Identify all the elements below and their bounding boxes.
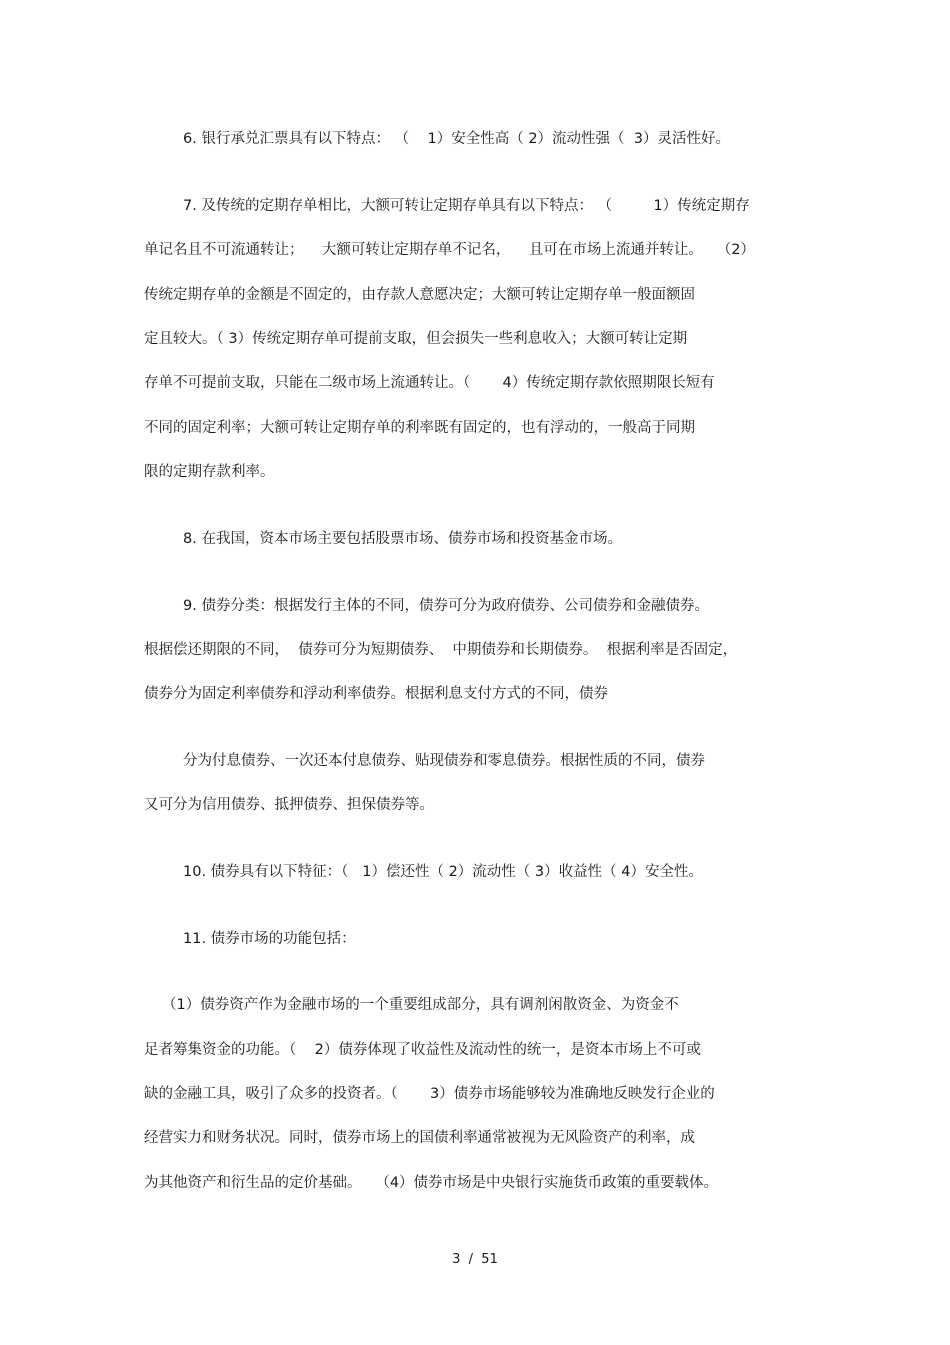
text-line: 足者筹集资金的功能。（ 2）债券体现了收益性及流动性的统一，是资本市场上不可或 <box>144 1042 701 1058</box>
text-line: 传统定期存单的金额是不固定的，由存款人意愿决定；大额可转让定期存单一般面额固 <box>144 287 695 303</box>
text-line: 债券分为固定利率债券和浮动利率债券。根据利息支付方式的不同，债券 <box>144 686 608 702</box>
text-line: 分为付息债券、一次还本付息债券、贴现债券和零息债券。根据性质的不同，债券 <box>183 753 705 769</box>
text-line: 为其他资产和衍生品的定价基础。 （4）债券市场是中央银行实施货币政策的重要载体。 <box>144 1175 719 1191</box>
text-line: 9. 债券分类：根据发行主体的不同，债券可分为政府债券、公司债券和金融债券。 <box>183 598 709 614</box>
text-line: 限的定期存款利率。 <box>144 464 275 480</box>
text-line: 经营实力和财务状况。同时，债券市场上的国债利率通常被视为无风险资产的利率，成 <box>144 1130 695 1146</box>
text-line: 定且较大。（ 3）传统定期存单可提前支取，但会损失一些利息收入；大额可转让定期 <box>144 331 688 347</box>
text-line: 10. 债券具有以下特征：（ 1）偿还性（ 2）流动性（ 3）收益性（ 4）安全性。 <box>183 864 703 880</box>
text-line: 根据偿还期限的不同， 债券可分为短期债券、 中期债券和长期债券。 根据利率是否固定， <box>144 642 738 658</box>
text-line: 11. 债券市场的功能包括： <box>183 931 356 947</box>
text-line: 单记名且不可流通转让； 大额可转让定期存单不记名， 且可在市场上流通并转让。 （2） <box>144 242 755 258</box>
text-line: （1）债券资产作为金融市场的一个重要组成部分，具有调剂闲散资金、为资金不 <box>162 997 679 1013</box>
text-line: 6. 银行承兑汇票具有以下特点： （ 1）安全性高（ 2）流动性强（ 3）灵活性好。 <box>183 131 730 147</box>
text-line: 8. 在我国，资本市场主要包括股票市场、债券市场和投资基金市场。 <box>183 531 622 547</box>
text-line: 不同的固定利率；大额可转让定期存单的利率既有固定的，也有浮动的，一般高于同期 <box>144 420 695 436</box>
text-line: 7. 及传统的定期存单相比，大额可转让定期存单具有以下特点： （ 1）传统定期存 <box>183 198 750 214</box>
text-line: 存单不可提前支取，只能在二级市场上流通转让。（ 4）传统定期存款依照期限长短有 <box>144 375 715 391</box>
text-line: 缺的金融工具，吸引了众多的投资者。（ 3）债券市场能够较为准确地反映发行企业的 <box>144 1086 715 1102</box>
page-number: 3 / 51 <box>452 1252 498 1267</box>
text-line: 又可分为信用债券、抵押债券、担保债券等。 <box>144 797 434 813</box>
